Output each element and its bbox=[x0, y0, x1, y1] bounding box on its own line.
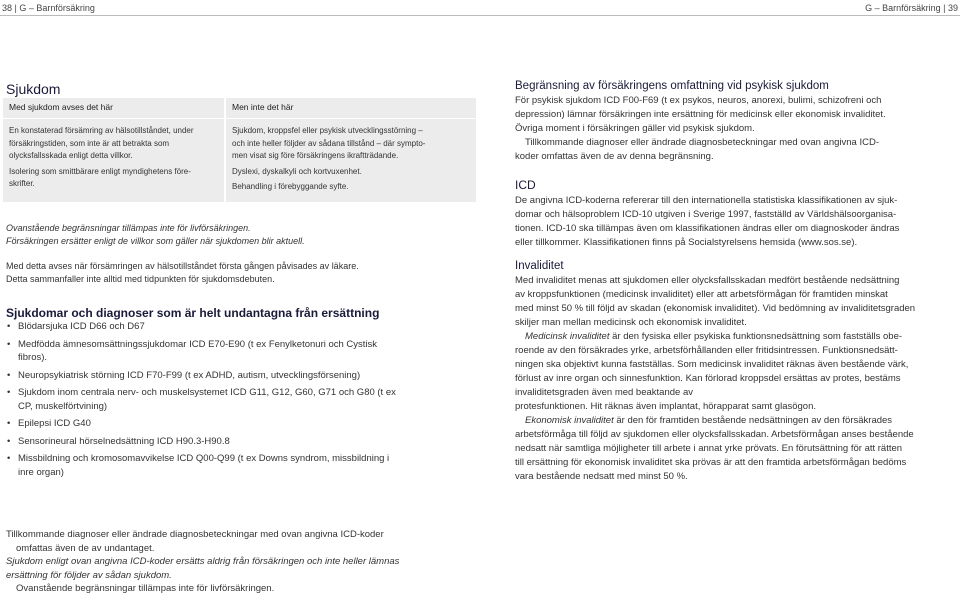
box-left-para1 bbox=[9, 125, 218, 163]
list-item-text: Medfödda ämnesomsättningssjukdomar ICD E70-E90 (t ex Fenylketonuri och Cystisk bbox=[18, 338, 378, 350]
text-line: Ovanstående begränsningar tillämpas inte för livförsäkringen. bbox=[6, 223, 251, 233]
list-item-text: CP, muskelförtvining) bbox=[18, 400, 108, 412]
text-line: skrifter. bbox=[9, 179, 35, 188]
text-line: förlust av inre organ och sinnesfunktion. Kan förlorad kroppsdel ersättas av protes, bestäms bbox=[515, 373, 901, 384]
box-left-para2 bbox=[9, 166, 218, 191]
page-header-left: 38 | G – Barnförsäkring bbox=[2, 3, 95, 13]
list-item-text: Blödarsjuka ICD D66 och D67 bbox=[18, 321, 145, 332]
icd-paragraph bbox=[515, 194, 955, 250]
text-line: försäkringstiden, som inte är att betrakta som bbox=[9, 138, 170, 148]
list-item-text: inre organ) bbox=[18, 466, 64, 478]
section-title-invaliditet: Invaliditet bbox=[515, 260, 564, 272]
box-men-inte-det-har bbox=[226, 98, 476, 202]
text-line: med minst 50 % till följd av skadan (ekonomisk invaliditet). Vid bedömning av invaliditetsgraden bbox=[515, 303, 916, 314]
invaliditet-paragraph bbox=[515, 274, 955, 484]
text-line bbox=[515, 330, 955, 344]
text-line: domar och hälsoproblem ICD-10 utgiven i Sverige 1997, fastställd av Världshälsoorganisa- bbox=[515, 209, 897, 220]
text-line: För psykisk sjukdom ICD F00-F69 (t ex psykos, neuros, anorexi, bulimi, schizofreni och bbox=[515, 95, 882, 106]
list-item bbox=[6, 417, 476, 431]
page-header-right: G – Barnförsäkring | 39 bbox=[865, 3, 958, 13]
text-line: Tillkommande diagnoser eller ändrade diagnosbeteckningar med ovan angivna ICD- bbox=[525, 137, 879, 148]
text-run: är den för framtiden bestående nedsättningen av den försäkrades bbox=[613, 415, 893, 426]
list-item bbox=[6, 435, 476, 449]
text-run: är den fysiska eller psykiska funktionsnedsättning som fastställs obe- bbox=[609, 331, 903, 342]
bullet-icon: • bbox=[7, 435, 11, 447]
bullet-icon: • bbox=[7, 338, 11, 350]
box-right-para3: Behandling i förebyggande syfte. bbox=[232, 182, 349, 191]
text-line: olycksfallsskada enligt detta villkor. bbox=[9, 151, 133, 160]
text-line: En konstaterad försämring av hälsotillståndet, under bbox=[9, 126, 194, 135]
text-line: De angivna ICD-koderna refererar till den internationella statistiska klassifikationen av sjuk- bbox=[515, 195, 898, 206]
avses-paragraph bbox=[6, 260, 486, 286]
box-med-sjukdom-avses bbox=[3, 98, 224, 202]
list-item bbox=[6, 369, 476, 383]
text-line: Isolering som smittbärare enligt myndighetens före- bbox=[9, 166, 191, 176]
psykisk-paragraph bbox=[515, 94, 955, 164]
list-item bbox=[6, 452, 476, 479]
text-line: protesfunktionen. Hit räknas även implantat, hörapparat samt glasögon. bbox=[515, 401, 817, 412]
bullet-icon: • bbox=[7, 321, 11, 332]
text-line: arbetsförmåga till följd av sjukdomen eller olycksfallsskadan. Arbetsförmågan anses bestående bbox=[515, 429, 914, 440]
bullet-icon: • bbox=[7, 453, 11, 464]
undantag-footer bbox=[6, 528, 476, 596]
text-line: och inte heller följder av sådana tillstånd – där sympto- bbox=[232, 138, 426, 148]
list-item-text: Sensorineural hörselnedsättning ICD H90.3-H90.8 bbox=[18, 435, 230, 447]
text-line: vara bestående nedsatt med minst 50 %. bbox=[515, 471, 688, 482]
list-item-text: Sjukdom inom centrala nerv- och muskelsystemet ICD G11, G12, G60, G71 och G80 (t ex bbox=[18, 387, 396, 398]
section-title-sjukdom: Sjukdom bbox=[6, 81, 61, 97]
box-right-heading: Men inte det här bbox=[226, 98, 476, 119]
list-item-text: Neuropsykiatrisk störning ICD F70-F99 (t ex ADHD, autism, utvecklingsförsening) bbox=[18, 369, 361, 381]
text-line: eller tillkommer. Klassifikationen finns på Socialstyrelsens hemsida (www.sos.se). bbox=[515, 237, 858, 248]
text-line: skiljer man mellan medicinsk och ekonomisk invaliditet. bbox=[515, 317, 747, 328]
box-left-heading: Med sjukdom avses det här bbox=[3, 98, 224, 119]
box-right-para1 bbox=[232, 125, 470, 163]
list-item bbox=[6, 320, 476, 334]
text-line: nedsatt när samtliga möjligheter till arbete i annat yrke prövats. En förutsättning för att rätten bbox=[515, 443, 903, 454]
text-line bbox=[515, 414, 955, 428]
term-medicinsk: Medicinsk invaliditet bbox=[525, 331, 610, 342]
text-line: ersättning för följder av sådan sjukdom. bbox=[6, 569, 172, 581]
text-line: av kroppsfunktionen (medicinsk invaliditet) eller att arbetsförmågan för framtiden minskat bbox=[515, 289, 888, 300]
list-item-text: Missbildning och kromosomavvikelse ICD Q00-Q99 (t ex Downs syndrom, missbildning i bbox=[18, 453, 390, 464]
text-line: Med detta avses när försämringen av hälsotillståndet första gången påvisades av läkare. bbox=[6, 261, 359, 271]
list-item bbox=[6, 386, 476, 413]
bullet-icon: • bbox=[7, 387, 11, 398]
box-right-para2: Dyslexi, dyskalkyli och kortvuxenhet. bbox=[232, 166, 362, 176]
text-line: depression) lämnar försäkringen inte ersättning för medicinsk eller ekonomisk invaliditet. bbox=[515, 109, 886, 120]
section-title-icd: ICD bbox=[515, 178, 536, 192]
text-line: invaliditetsgraden även med beaktande av bbox=[515, 387, 693, 398]
text-line: roende av den försäkrades yrke, arbetsförhållanden eller fritidsintressen. Funktionsnedsätt- bbox=[515, 345, 898, 356]
header-divider bbox=[0, 15, 960, 16]
section-title-psykisk: Begränsning av försäkringens omfattning vid psykisk sjukdom bbox=[515, 80, 829, 92]
right-column bbox=[515, 80, 955, 484]
text-line: Med invaliditet menas att sjukdomen eller olycksfallsskadan medfört bestående nedsättning bbox=[515, 275, 900, 286]
text-line: Detta sammanfaller inte alltid med tidpunkten för sjukdomsdebuten. bbox=[6, 274, 275, 284]
text-line: tionen. ICD-10 ska tillämpas även om klassifikationen ändras eller om diagnoskoder ändras bbox=[515, 223, 900, 234]
text-line: omfattas även de av undantaget. bbox=[16, 542, 155, 554]
list-item bbox=[6, 338, 476, 365]
section-title-undantag: Sjukdomar och diagnoser som är helt undantagna från ersättning bbox=[6, 306, 380, 320]
text-line: Försäkringen ersätter enligt de villkor som gäller när sjukdomen blir aktuell. bbox=[6, 236, 305, 246]
bullet-icon: • bbox=[7, 418, 11, 429]
text-line: Sjukdom, kroppsfel eller psykisk utvecklingsstörning – bbox=[232, 126, 423, 135]
bullet-icon: • bbox=[7, 369, 11, 381]
list-item-text: Epilepsi ICD G40 bbox=[18, 418, 91, 429]
text-line: men visat sig före försäkringens ikraftträdande. bbox=[232, 151, 399, 160]
text-line: Tillkommande diagnoser eller ändrade diagnosbeteckningar med ovan angivna ICD-koder bbox=[6, 529, 384, 540]
text-line: Ovanstående begränsningar tillämpas inte för livförsäkringen. bbox=[16, 583, 275, 594]
text-line: till ersättning för ekonomisk invaliditet ska prövas är att den framtida arbetsförmågan bedöms bbox=[515, 457, 907, 468]
text-line: Övriga moment i försäkringen gäller vid psykisk sjukdom. bbox=[515, 123, 755, 134]
text-line: Sjukdom enligt ovan angivna ICD-koder ersätts aldrig från försäkringen och inte heller lämnas bbox=[6, 556, 400, 567]
text-line: koder omfattas även de av denna begränsning. bbox=[515, 151, 714, 162]
term-ekonomisk: Ekonomisk invaliditet bbox=[525, 415, 614, 426]
list-item-text: fibros). bbox=[18, 352, 48, 363]
undantag-list bbox=[6, 320, 476, 483]
text-line: ningen ska objektivt kunna fastställas. Som medicinsk invaliditet räknas även bestående värk, bbox=[515, 359, 909, 370]
livforsakring-note bbox=[6, 222, 305, 248]
